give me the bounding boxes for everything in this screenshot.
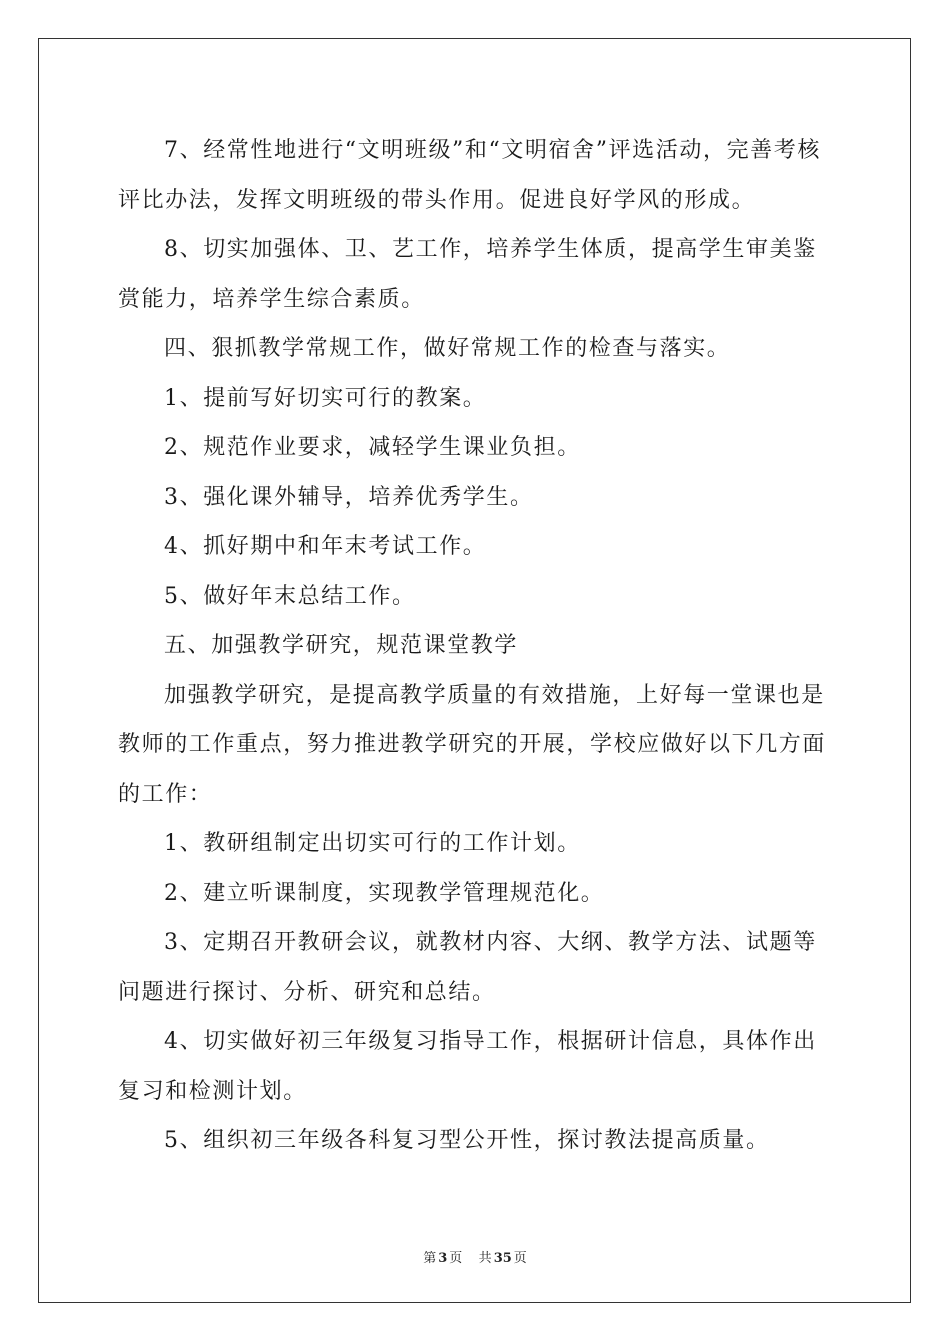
list-item-work-plan: 1、教研组制定出切实可行的工作计划。 [164, 831, 581, 856]
list-item-open-classes: 5、组织初三年级各科复习型公开性，探讨教法提高质量。 [164, 1128, 770, 1153]
paragraph-8-sports-health-art: 8、切实加强体、卫、艺工作，培养学生体质，提高学生审美鉴赏能力，培养学生综合素质。 [118, 237, 817, 312]
list-item-lesson-observation: 2、建立听课制度，实现教学管理规范化。 [164, 880, 605, 906]
paragraph-7-civilized-class: 7、经常性地进行“文明班级”和“文明宿舍”评选活动，完善考核评比办法，发挥文明班级的带头作用。促进良好学风的形成。 [118, 138, 821, 213]
list-item-lesson-plans: 1、提前写好切实可行的教案。 [164, 385, 487, 411]
footer-total-pages: 35 [493, 1251, 512, 1266]
list-item-review-guidance: 4、切实做好初三年级复习指导工作，根据研计信息，具体作出复习和检测计划。 [118, 1029, 817, 1104]
paragraph-teaching-research: 加强教学研究，是提高教学质量的有效措施，上好每一堂课也是教师的工作重点，努力推进教学研究的开展，学校应做好以下几方面的工作： [118, 682, 827, 807]
section-heading-5: 五、加强教学研究，规范课堂教学 [164, 633, 519, 658]
document-body [118, 126, 838, 1166]
page-footer [0, 1247, 950, 1266]
section-heading-4: 四、狠抓教学常规工作，做好常规工作的检查与落实。 [164, 336, 731, 361]
footer-total-unit: 页 [513, 1251, 527, 1266]
list-item-tutoring: 3、强化课外辅导，培养优秀学生。 [164, 484, 534, 510]
footer-current-page: 3 [438, 1251, 448, 1266]
footer-prefix: 第 [423, 1251, 437, 1266]
footer-total-prefix: 共 [478, 1251, 492, 1266]
list-item-research-meetings: 3、定期召开教研会议，就教材内容、大纲、教学方法、试题等问题进行探讨、分析、研究和总结。 [118, 930, 817, 1005]
footer-page-unit: 页 [449, 1251, 463, 1266]
list-item-year-end-summary: 5、做好年末总结工作。 [164, 583, 416, 609]
list-item-exams: 4、抓好期中和年末考试工作。 [164, 534, 487, 559]
list-item-homework: 2、规范作业要求，减轻学生课业负担。 [164, 435, 581, 460]
